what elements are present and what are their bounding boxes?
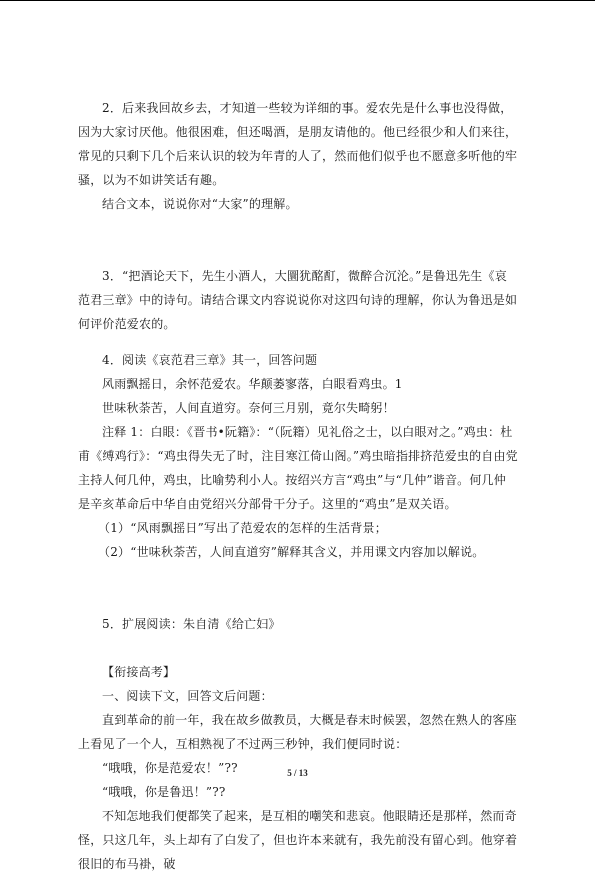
gaokao-title: 【衔接高考】 <box>102 665 176 679</box>
annotation-note: 注释 1：白眼：《晋书•阮籍》：“（阮籍）见礼俗之士，以白眼对之。”鸡虫：杜甫《缚鸡行》：“鸡虫得失无了时，注目寒江倚山阁。”鸡虫暗指排挤范爱虫的自由党主持人何几仲，鸡虫，比喻势利小人。按绍兴方言“鸡虫”与“几仲”谐音。何几仲是辛亥革命后中华自由党绍兴分部骨干分子。这里的“鸡虫”是双关语。 <box>78 425 518 511</box>
question-2-prompt: 结合文本，说说你对“大家”的理解。 <box>102 197 298 211</box>
page-number: 5 / 13 <box>287 768 308 778</box>
question-4 <box>78 348 518 564</box>
sub-question-2: （2）“世味秋荼苦，人间直道穷”解释其含义，并用课文内容加以解说。 <box>98 545 485 559</box>
question-5-text: 5．扩展阅读：朱自清《给亡妇》 <box>102 617 281 631</box>
top-border-line <box>0 0 595 1</box>
dialog-line-1: “哦哦，你是范爱农！”?? <box>102 761 238 775</box>
poem-line-2: 世味秋荼苦，人间直道穷。奈何三月别，竟尔失畸躬！ <box>102 401 395 415</box>
question-2-text: 2．后来我回故乡去，才知道一些较为详细的事。爱农先是什么事也没得做，因为大家讨厌他。他很困难，但还喝酒，是朋友请他的。他已经很少和人们来往，常见的只剩下几个后来认识的较为年青的人了，然而他们似乎也不愿意多听他的牢骚，以为不如讲笑话有趣。 <box>78 101 518 187</box>
gaokao-section-heading: 一、阅读下文，回答文后问题： <box>102 689 273 703</box>
dialog-line-2: “哦哦，你是鲁迅！”?? <box>102 785 226 799</box>
question-4-heading: 4．阅读《哀范君三章》其一，回答问题 <box>102 353 318 367</box>
poem-line-1: 风雨飘摇日，余怀范爱农。华颠萎寥落，白眼看鸡虫。1 <box>102 377 403 391</box>
question-3-text: 3．“把酒论天下，先生小酒人，大圜犹酩酊，微醉合沉沦。”是鲁迅先生《哀范君三章》中的诗句。请结合课文内容说说你对这四句诗的理解，你认为鲁迅是如何评价范爱农的。 <box>78 269 518 331</box>
question-3 <box>78 264 518 336</box>
reading-paragraph-2: 不知怎地我们便都笑了起来，是互相的嘲笑和悲哀。他眼睛还是那样，然而奇怪，只这几年，头上却有了白发了，但也许本来就有，我先前没有留心到。他穿着很旧的布马褂，破 <box>78 809 518 871</box>
document-page-body <box>78 96 518 876</box>
question-2 <box>78 96 518 216</box>
answer-space <box>78 564 518 612</box>
answer-space <box>78 636 518 660</box>
reading-paragraph-1: 直到革命的前一年，我在故乡做教员，大概是春末时候罢，忽然在熟人的客座上看见了一个人，互相熟视了不过两三秒钟，我们便同时说： <box>78 713 517 751</box>
question-5 <box>78 612 518 636</box>
sub-question-1: （1）“风雨飘摇日”写出了范爱农的怎样的生活背景； <box>98 521 387 535</box>
answer-space <box>78 216 518 264</box>
answer-space <box>78 336 518 348</box>
